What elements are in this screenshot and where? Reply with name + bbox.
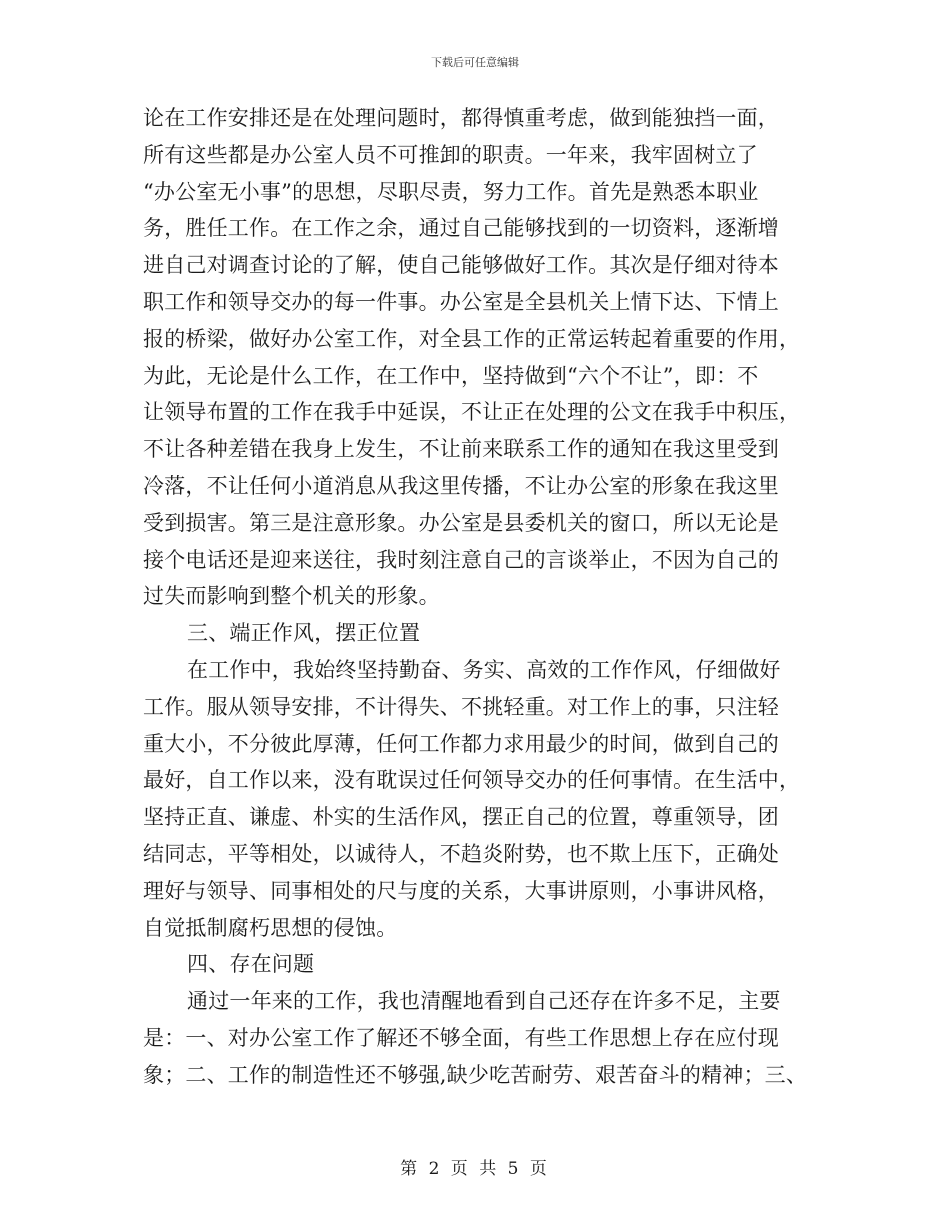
text-line: 进自己对调查讨论的了解，使自己能够做好工作。其次是仔细对待本 (143, 253, 779, 278)
text-line: 在工作中，我始终坚持勤奋、务实、高效的工作作风，仔细做好 (187, 657, 781, 682)
text-line: 为此，无论是什么工作，在工作中，坚持做到“六个不让”，即：不 (143, 363, 759, 388)
text-line: 是：一、对办公室工作了解还不够全面，有些工作思想上存在应付现 (143, 1025, 779, 1050)
text-line: 工作。服从领导安排，不计得失、不挑轻重。对工作上的事，只注轻 (143, 694, 779, 719)
page-footer: 第 2 页 共 5 页 (400, 1159, 550, 1179)
text-line: “办公室无小事”的思想，尽职尽责，努力工作。首先是熟悉本职业 (143, 179, 759, 204)
document-body (143, 100, 823, 1094)
text-line: 所有这些都是办公室人员不可推卸的职责。一年来，我牢固树立了 (143, 142, 758, 167)
text-line: 最好，自工作以来，没有耽误过任何领导交办的任何事情。在生活中， (143, 768, 801, 793)
text-line: 报的桥梁，做好办公室工作，对全县工作的正常运转起着重要的作用， (143, 326, 801, 351)
text-line: 结同志，平等相处，以诚待人，不趋炎附势，也不欺上压下，正确处 (143, 841, 779, 866)
text-line: 不让各种差错在我身上发生，不让前来联系工作的通知在我这里受到 (143, 437, 779, 462)
text-line: 让领导布置的工作在我手中延误，不让正在处理的公文在我手中积压， (143, 400, 801, 425)
text-line: 过失而影响到整个机关的形象。 (143, 584, 440, 609)
text-line: 受到损害。第三是注意形象。办公室是县委机关的窗口，所以无论是 (143, 510, 779, 535)
header-note: 下载后可任意编辑 (431, 56, 519, 69)
text-line: 自觉抵制腐朽思想的侵蚀。 (143, 915, 398, 940)
text-line: 四、存在问题 (187, 952, 315, 977)
text-line: 职工作和领导交办的每一件事。办公室是全县机关上情下达、下情上 (143, 289, 779, 314)
text-line: 坚持正直、谦虚、朴实的生活作风，摆正自己的位置，尊重领导，团 (143, 805, 779, 830)
text-line: 三、端正作风，摆正位置 (187, 621, 421, 646)
text-line: 重大小，不分彼此厚薄，任何工作都力求用最少的时间，做到自己的 (143, 731, 779, 756)
text-line: 务，胜任工作。在工作之余，通过自己能够找到的一切资料，逐渐增 (143, 216, 779, 241)
text-line: 接个电话还是迎来送往，我时刻注意自己的言谈举止，不因为自己的 (143, 547, 779, 572)
text-line: 冷落，不让任何小道消息从我这里传播，不让办公室的形象在我这里 (143, 473, 779, 498)
text-line: 通过一年来的工作，我也清醒地看到自己还存在许多不足，主要 (187, 989, 781, 1014)
text-line: 论在工作安排还是在处理问题时，都得慎重考虑，做到能独挡一面， (143, 106, 779, 130)
text-line: 理好与领导、同事相处的尺与度的关系，大事讲原则，小事讲风格， (143, 878, 779, 903)
text-line: 象；二、工作的制造性还不够强,缺少吃苦耐劳、艰苦奋斗的精神；三、 (143, 1062, 808, 1087)
